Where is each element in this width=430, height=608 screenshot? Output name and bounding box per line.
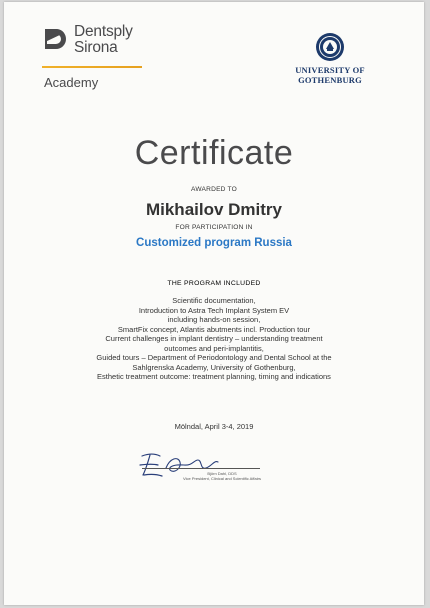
program-line: Sahlgrenska Academy, University of Gothenburg, [132, 362, 296, 372]
certificate-title: Certificate [134, 134, 294, 172]
program-line: Esthetic treatment outcome: treatment planning, timing and indications [97, 372, 331, 381]
university-logo [294, 32, 366, 85]
program-line: Guided tours – Department of Periodontology and Dental School at the [96, 353, 332, 362]
awarded-to-label: AWARDED TO [191, 186, 237, 193]
university-line-2: GOTHENBURG [298, 75, 362, 85]
signer-role: Vice President, Clinical and Scientific Affairs [183, 476, 261, 481]
program-line: SmartFix concept, Atlantis abutments incl. Production tour [117, 324, 311, 334]
program-line: outcomes and peri-implantitis, [164, 343, 264, 353]
university-line-1: UNIVERSITY OF [295, 65, 365, 75]
place-and-date: Mölndal, April 3-4, 2019 [174, 422, 254, 431]
brand-line-2: Sirona [74, 39, 118, 56]
brand-divider [42, 66, 142, 68]
academy-label: Academy [44, 75, 99, 90]
brand-line-1: Dentsply [74, 23, 133, 40]
program-line: Scientific documentation, [172, 296, 256, 305]
university-seal-icon [315, 32, 345, 62]
dentsply-sirona-mark-icon [42, 26, 68, 52]
program-included-heading: THE PROGRAM INCLUDED [167, 280, 261, 287]
program-line: Current challenges in implant dentistry – understanding treatment [105, 334, 323, 343]
signer-block [174, 471, 270, 481]
program-line: Introduction to Astra Tech Implant System EV [138, 305, 290, 315]
signature-line [142, 468, 260, 469]
program-line: including hands-on session, [167, 315, 261, 324]
university-name [294, 65, 366, 85]
certificate-page [4, 2, 424, 605]
brand-name [74, 24, 174, 56]
signer-name: Björn Dahl, DDS [207, 471, 237, 476]
program-contents [4, 296, 424, 382]
program-name: Customized program Russia [136, 237, 292, 249]
for-participation-label: FOR PARTICIPATION IN [175, 224, 253, 231]
recipient-name: Mikhailov Dmitry [145, 200, 283, 219]
